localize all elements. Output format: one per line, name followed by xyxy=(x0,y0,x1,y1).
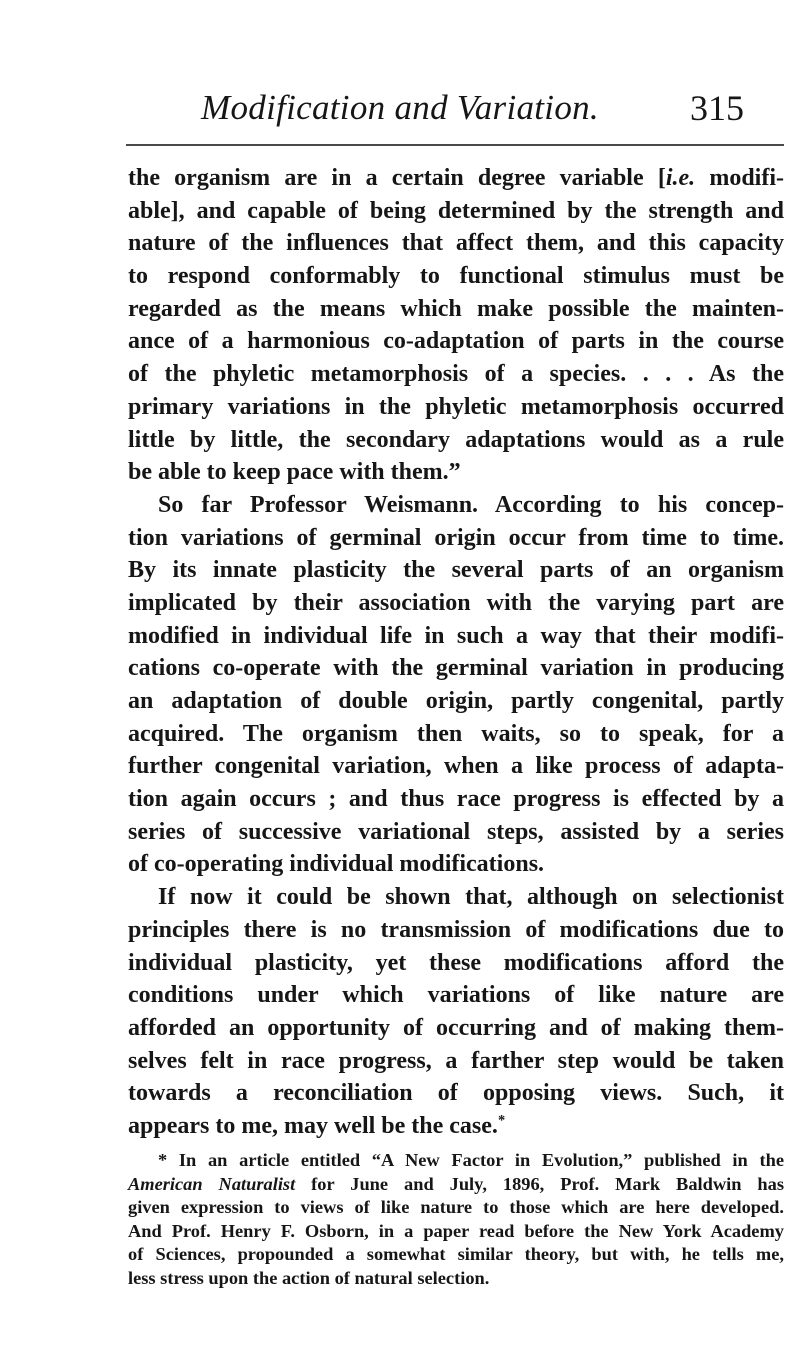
running-title: Modification and Variation. xyxy=(201,88,599,127)
text-line: ance of a harmonious co-adaptation of parts in the course xyxy=(128,328,784,355)
text-line: an adaptation of double origin, partly congenital, partly xyxy=(128,688,784,714)
text-line: primary variations in the phyletic metamorphosis occurred xyxy=(128,393,784,420)
text-line: the organism are in a certain degree variable [i.e. modifi- xyxy=(128,165,784,191)
text-line: cations co-operate with the germinal variation in producing xyxy=(128,655,784,682)
footnote-marker: * xyxy=(497,1112,506,1129)
footnote-line: And Prof. Henry F. Osborn, in a paper read before the New York Academy xyxy=(128,1220,784,1241)
footnote-line: * In an article entitled “A New Factor in Evolution,” published in the xyxy=(158,1150,784,1170)
text-line: By its innate plasticity the several parts of an organism xyxy=(128,557,784,584)
text-line: to respond conformably to functional stimulus must be xyxy=(128,263,784,290)
text-line: little by little, the secondary adaptations would as a rule xyxy=(128,426,784,453)
text-line: conditions under which variations of like nature are xyxy=(128,982,784,1009)
text-line: regarded as the means which make possible the mainten- xyxy=(128,295,784,322)
text-line: series of successive variational steps, assisted by a series xyxy=(128,818,784,845)
text-line: be able to keep pace with them.” xyxy=(128,459,461,486)
text-line: implicated by their association with the varying part are xyxy=(128,589,784,616)
text-line: modified in individual life in such a way that their modifi- xyxy=(128,622,784,649)
footnote-line: American Naturalist for June and July, 1896, Prof. Mark Baldwin has xyxy=(128,1173,785,1194)
text-line: able], and capable of being determined by the strength and xyxy=(128,197,784,224)
text-line: tion variations of germinal origin occur from time to time. xyxy=(128,524,784,551)
text-line: appears to me, may well be the case.* xyxy=(128,1112,506,1139)
text-line: afforded an opportunity of occurring and of making them- xyxy=(128,1014,784,1041)
text-line: tion again occurs ; and thus race progress is effected by a xyxy=(128,786,784,813)
text-line: So far Professor Weismann. According to his concep- xyxy=(158,491,784,518)
footnote-line: given expression to views of like nature to those which are here developed. xyxy=(128,1197,784,1217)
text-line: further congenital variation, when a like process of adapta- xyxy=(128,753,784,780)
text-line: If now it could be shown that, although on selectionist xyxy=(158,884,784,911)
footnote-line: less stress upon the action of natural selection. xyxy=(128,1267,490,1288)
footnote xyxy=(128,1149,784,1290)
body-text xyxy=(128,162,784,1143)
text-line: principles there is no transmission of modifications due to xyxy=(128,916,784,943)
text-line: acquired. The organism then waits, so to speak, for a xyxy=(128,720,784,747)
text-line: towards a reconciliation of opposing views. Such, it xyxy=(128,1080,784,1107)
page-header xyxy=(0,88,800,140)
text-line: nature of the influences that affect them, and this capacity xyxy=(128,230,784,257)
page-number: 315 xyxy=(690,88,744,128)
text-line: selves felt in race progress, a farther step would be taken xyxy=(128,1047,784,1074)
text-line: of the phyletic metamorphosis of a species. . . . As the xyxy=(128,361,784,388)
text-line: individual plasticity, yet these modifications afford the xyxy=(128,949,784,976)
text-line: of co-operating individual modifications. xyxy=(128,851,545,878)
footnote-line: of Sciences, propounded a somewhat similar theory, but with, he tells me, xyxy=(128,1244,784,1264)
header-rule xyxy=(126,144,784,146)
